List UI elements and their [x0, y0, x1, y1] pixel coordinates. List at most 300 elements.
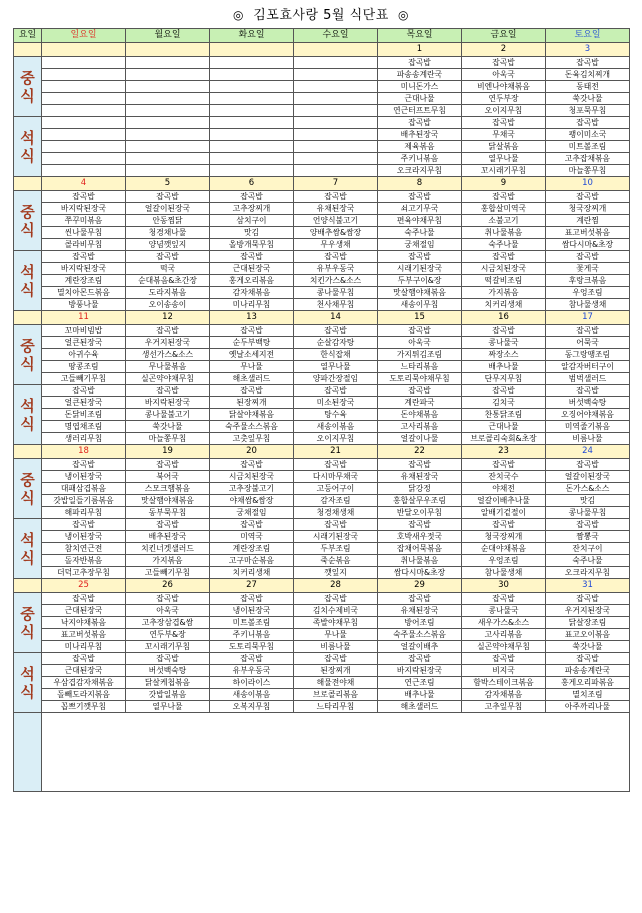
menu-item: 콜라비무침: [42, 239, 126, 251]
menu-item: 홍게오리파볶음: [546, 677, 630, 689]
menu-item: 도토리묵무침: [210, 641, 294, 653]
menu-item: 계란파국: [378, 397, 462, 409]
menu-item: 얼갈이나물: [378, 433, 462, 445]
menu-item: 고추장삼겹&쌈: [126, 617, 210, 629]
menu-item: 주키니볶음: [210, 629, 294, 641]
menu-item: 족발야채무침: [294, 617, 378, 629]
date-cell: 29: [378, 579, 462, 593]
menu-item: 아귀수육: [42, 349, 126, 361]
menu-item: 근대나물: [378, 93, 462, 105]
menu-item: 주키니볶음: [378, 153, 462, 165]
meal-label-char: 석: [20, 664, 35, 683]
date-cell: 1: [378, 43, 462, 57]
menu-item: 고추장찌개: [210, 203, 294, 215]
menu-item: 고사리볶음: [462, 629, 546, 641]
meal-label-char: 식: [20, 682, 35, 701]
menu-item: 짜장소스: [462, 349, 546, 361]
menu-item: 잡곡밥: [210, 653, 294, 665]
menu-item: 알감자버터구이: [546, 361, 630, 373]
menu-item: 근대된장국: [42, 605, 126, 617]
menu-item: 유채된장국: [378, 471, 462, 483]
menu-item: 잡곡밥: [294, 459, 378, 471]
date-cell: 4: [42, 177, 126, 191]
menu-item: 냉이된장국: [42, 531, 126, 543]
lunch-label: [14, 459, 42, 519]
menu-row: [14, 227, 630, 239]
menu-item: 잡곡밥: [462, 325, 546, 337]
menu-item: 우거지된장국: [126, 337, 210, 349]
menu-item: [126, 81, 210, 93]
menu-item: 닭살장조림: [546, 617, 630, 629]
menu-item: 얼갈이된장국: [126, 203, 210, 215]
date-row: [14, 177, 630, 191]
menu-item: 시래기된장국: [378, 263, 462, 275]
menu-item: 무나물볶음: [126, 361, 210, 373]
menu-item: [294, 153, 378, 165]
menu-row: [14, 543, 630, 555]
menu-item: 해파리무침: [42, 507, 126, 519]
menu-item: 잡곡밥: [546, 593, 630, 605]
menu-row: [14, 81, 630, 93]
menu-item: 잡곡밥: [462, 459, 546, 471]
date-cell: 10: [546, 177, 630, 191]
menu-item: 대패삼겹볶음: [42, 483, 126, 495]
menu-item: 미나리무침: [210, 299, 294, 311]
header-thursday: 목요일: [378, 29, 462, 43]
menu-row: [14, 239, 630, 251]
title-text: 김포효사랑 5월 식단표: [253, 8, 389, 23]
date-cell: 18: [42, 445, 126, 459]
menu-row: [14, 471, 630, 483]
menu-item: 쑥갓나물: [126, 421, 210, 433]
menu-item: 버섯백숙탕: [126, 665, 210, 677]
dinner-label: [14, 251, 42, 311]
menu-row: [14, 617, 630, 629]
menu-item: [294, 141, 378, 153]
menu-item: 고사리볶음: [378, 421, 462, 433]
menu-item: 잡곡밥: [546, 191, 630, 203]
menu-item: 잡곡밥: [546, 251, 630, 263]
menu-item: 돈닭비조림: [42, 409, 126, 421]
header-tuesday: 화요일: [210, 29, 294, 43]
date-cell: 31: [546, 579, 630, 593]
menu-item: [294, 69, 378, 81]
menu-item: 찬통닭조림: [462, 409, 546, 421]
menu-item: 아욱국: [378, 337, 462, 349]
menu-item: 잡곡밥: [462, 653, 546, 665]
menu-item: [126, 165, 210, 177]
header-friday: 금요일: [462, 29, 546, 43]
menu-item: 잡곡밥: [294, 519, 378, 531]
menu-item: 느타리무침: [294, 701, 378, 713]
menu-item: 홍합살무우조림: [378, 495, 462, 507]
menu-item: 죽순볶음: [294, 555, 378, 567]
menu-item: [42, 105, 126, 117]
menu-item: [126, 141, 210, 153]
menu-item: 알배기겉절이: [462, 507, 546, 519]
menu-item: 삼치구이: [210, 215, 294, 227]
menu-item: [210, 81, 294, 93]
menu-row: [14, 459, 630, 471]
date-cell: 28: [294, 579, 378, 593]
menu-row: [14, 203, 630, 215]
menu-item: 잡곡밥: [378, 57, 462, 69]
menu-item: 생선가스&소스: [126, 349, 210, 361]
menu-item: 잡곡밥: [546, 653, 630, 665]
menu-item: 미역줄기볶음: [546, 421, 630, 433]
menu-item: [42, 57, 126, 69]
menu-item: 잡곡밥: [546, 117, 630, 129]
menu-item: 근대된장국: [210, 263, 294, 275]
menu-item: 돌빼도라지볶음: [42, 689, 126, 701]
menu-item: 고등어구이: [294, 483, 378, 495]
menu-row: [14, 507, 630, 519]
menu-item: 미니돈가스: [378, 81, 462, 93]
menu-item: [294, 129, 378, 141]
menu-item: 땅콩조림: [42, 361, 126, 373]
menu-item: 미소된장국: [294, 397, 378, 409]
menu-item: 쑥갓나물: [546, 641, 630, 653]
menu-item: 미트볼조림: [546, 141, 630, 153]
menu-item: 제육볶음: [378, 141, 462, 153]
menu-item: 새송이볶음: [210, 689, 294, 701]
date-row: [14, 43, 630, 57]
meal-label-char: 식: [20, 354, 35, 373]
menu-item: 올방개묵무침: [210, 239, 294, 251]
menu-row: [14, 385, 630, 397]
menu-row: [14, 153, 630, 165]
menu-item: [210, 105, 294, 117]
menu-item: 잡곡밥: [378, 385, 462, 397]
menu-item: 계란장조림: [42, 275, 126, 287]
menu-item: 우엉조림: [462, 555, 546, 567]
menu-row: [14, 191, 630, 203]
meal-label-char: 중: [20, 336, 35, 355]
menu-row: [14, 665, 630, 677]
date-cell: 26: [126, 579, 210, 593]
menu-item: 미역국: [210, 531, 294, 543]
menu-item: [42, 81, 126, 93]
menu-item: 파송송계란국: [546, 665, 630, 677]
menu-item: 근대나물: [462, 421, 546, 433]
date-cell: 14: [294, 311, 378, 325]
menu-item: 씬나물무침: [42, 227, 126, 239]
menu-item: 근대된장국: [42, 665, 126, 677]
menu-item: 새우가스&소스: [462, 617, 546, 629]
menu-item: 동태전: [546, 81, 630, 93]
menu-item: 잡곡밥: [42, 519, 126, 531]
menu-row: [14, 641, 630, 653]
menu-item: 스모크햄볶음: [126, 483, 210, 495]
menu-item: [42, 129, 126, 141]
menu-row: [14, 263, 630, 275]
menu-item: 계란장조림: [210, 543, 294, 555]
menu-item: 잡곡밥: [546, 519, 630, 531]
date-cell: 24: [546, 445, 630, 459]
date-row: [14, 445, 630, 459]
menu-item: 브로콜리볶음: [294, 689, 378, 701]
menu-item: 마늘쫑무침: [546, 165, 630, 177]
menu-item: 낙지야채볶음: [42, 617, 126, 629]
menu-item: 표고오이볶음: [546, 629, 630, 641]
menu-item: 순두부백탕: [210, 337, 294, 349]
menu-item: 홍게오리볶음: [210, 275, 294, 287]
menu-item: 단무지무침: [462, 373, 546, 385]
menu-item: 잡곡밥: [210, 459, 294, 471]
menu-item: 양념깻잎지: [126, 239, 210, 251]
menu-item: 실곤약야채무침: [462, 641, 546, 653]
menu-item: 오이지무침: [294, 433, 378, 445]
menu-item: 잡곡밥: [126, 519, 210, 531]
menu-item: 잡곡밥: [294, 593, 378, 605]
menu-item: 느타리볶음: [378, 361, 462, 373]
menu-item: 북어국: [126, 471, 210, 483]
menu-item: 미나리무침: [42, 641, 126, 653]
menu-item: 배추된장국: [126, 531, 210, 543]
date-cell: 25: [42, 579, 126, 593]
menu-item: 닭살야채볶음: [210, 409, 294, 421]
menu-item: 열무나물: [126, 701, 210, 713]
menu-item: 야채쌈&쌈장: [210, 495, 294, 507]
menu-item: [294, 105, 378, 117]
menu-item: 고들빼기무침: [42, 373, 126, 385]
menu-item: 어묵국: [546, 337, 630, 349]
menu-item: 방어조림: [378, 617, 462, 629]
menu-item: 깻잎지: [294, 567, 378, 579]
menu-row: [14, 117, 630, 129]
menu-item: 잡곡밥: [462, 519, 546, 531]
menu-item: 콩나물국: [462, 337, 546, 349]
date-cell: 12: [126, 311, 210, 325]
date-row-label: [14, 311, 42, 325]
lunch-label: [14, 191, 42, 251]
date-row-label: [14, 43, 42, 57]
date-cell: 3: [546, 43, 630, 57]
menu-item: 갓밥일볶음: [126, 689, 210, 701]
menu-item: 아주까리나물: [546, 701, 630, 713]
date-cell: [42, 43, 126, 57]
menu-item: 연근조림: [378, 677, 462, 689]
menu-item: 반달오이무침: [378, 507, 462, 519]
menu-item: 잡곡밥: [126, 325, 210, 337]
menu-item: 잔치국수: [462, 471, 546, 483]
menu-item: [294, 81, 378, 93]
menu-item: 잡곡밥: [42, 251, 126, 263]
menu-item: 갓밥일들기름볶음: [42, 495, 126, 507]
menu-row: [14, 349, 630, 361]
date-cell: 13: [210, 311, 294, 325]
menu-row: [14, 105, 630, 117]
menu-row: [14, 689, 630, 701]
menu-item: [126, 93, 210, 105]
menu-item: 잡곡밥: [42, 459, 126, 471]
menu-item: 쑥갓나물: [546, 93, 630, 105]
menu-item: [294, 165, 378, 177]
menu-item: 바지락된장국: [42, 203, 126, 215]
date-row-label: [14, 445, 42, 459]
menu-item: 맛살햄야채볶음: [126, 495, 210, 507]
menu-item: 연두부장: [462, 93, 546, 105]
menu-item: 청경채생채: [294, 507, 378, 519]
menu-item: 편육야채무침: [378, 215, 462, 227]
menu-item: 새송이볶음: [294, 421, 378, 433]
menu-item: 잡곡밥: [378, 117, 462, 129]
menu-item: 바지락된장국: [378, 665, 462, 677]
menu-item: 잡곡밥: [126, 653, 210, 665]
menu-row: [14, 701, 630, 713]
menu-item: 궁채절임: [378, 239, 462, 251]
menu-item: 쌈다시마&초장: [378, 567, 462, 579]
menu-row: [14, 421, 630, 433]
meal-label-char: 식: [20, 86, 35, 105]
menu-item: 두부조림: [294, 543, 378, 555]
menu-item: 잡곡밥: [378, 251, 462, 263]
menu-item: 소불고기: [462, 215, 546, 227]
menu-item: 브로콜리숙회&초장: [462, 433, 546, 445]
menu-item: 연두부&장: [126, 629, 210, 641]
menu-row: [14, 325, 630, 337]
menu-item: 잡곡밥: [378, 325, 462, 337]
menu-item: 두부구이&장: [378, 275, 462, 287]
meal-label-char: 식: [20, 220, 35, 239]
menu-item: 숙주물소스볶음: [378, 629, 462, 641]
menu-item: 천사채무침: [294, 299, 378, 311]
menu-row: [14, 567, 630, 579]
menu-item: [42, 141, 126, 153]
menu-item: 치커리생채: [210, 567, 294, 579]
menu-row: [14, 251, 630, 263]
date-cell: 23: [462, 445, 546, 459]
meal-label-char: 석: [20, 530, 35, 549]
menu-item: 실곤약야채무침: [126, 373, 210, 385]
meal-label-char: 중: [20, 68, 35, 87]
menu-item: 비름나물: [546, 433, 630, 445]
menu-item: 명엽채조림: [42, 421, 126, 433]
menu-item: 잡곡밥: [210, 385, 294, 397]
menu-row: [14, 93, 630, 105]
menu-item: 무채국: [462, 129, 546, 141]
meal-label-char: 중: [20, 604, 35, 623]
menu-row: [14, 57, 630, 69]
menu-item: 닭강정: [378, 483, 462, 495]
menu-item: 고추잎무침: [462, 701, 546, 713]
menu-item: 후랑크볶음: [546, 275, 630, 287]
menu-row: [14, 69, 630, 81]
menu-item: 멸치조림: [546, 689, 630, 701]
menu-item: 잡곡밥: [462, 117, 546, 129]
menu-item: 콩나물무침: [546, 507, 630, 519]
menu-item: 닭살케첩볶음: [126, 677, 210, 689]
menu-item: 유채된장국: [378, 605, 462, 617]
menu-item: 된장찌개: [294, 665, 378, 677]
menu-item: 아욱국: [126, 605, 210, 617]
date-cell: 27: [210, 579, 294, 593]
menu-item: 고들빼기무침: [126, 567, 210, 579]
date-row-label: [14, 177, 42, 191]
menu-item: 얼갈이된장국: [546, 471, 630, 483]
menu-item: [42, 69, 126, 81]
menu-item: 탕수육: [294, 409, 378, 421]
date-cell: 5: [126, 177, 210, 191]
menu-item: 배추나물: [378, 689, 462, 701]
menu-item: 된장찌개: [210, 397, 294, 409]
menu-item: 다시마무채국: [294, 471, 378, 483]
menu-item: 미트볼조림: [210, 617, 294, 629]
menu-item: 배추나물: [462, 361, 546, 373]
date-cell: 8: [378, 177, 462, 191]
menu-item: 잡곡밥: [126, 191, 210, 203]
menu-item: 우거지된장국: [546, 605, 630, 617]
menu-item: [126, 69, 210, 81]
menu-item: 팽이미소국: [546, 129, 630, 141]
menu-item: 시금치된장국: [462, 263, 546, 275]
menu-row: [14, 287, 630, 299]
menu-item: 잡곡밥: [126, 593, 210, 605]
menu-item: 잡곡밥: [210, 593, 294, 605]
menu-item: 무나물: [294, 629, 378, 641]
date-cell: 30: [462, 579, 546, 593]
menu-item: 콩나물국: [462, 605, 546, 617]
menu-item: 치킨가스&소스: [294, 275, 378, 287]
menu-item: 치커리생채: [462, 299, 546, 311]
menu-item: 오복지무침: [210, 701, 294, 713]
header-monday: 월요일: [126, 29, 210, 43]
menu-item: 순살감자탕: [294, 337, 378, 349]
menu-item: 바지락된장국: [126, 397, 210, 409]
menu-item: [294, 93, 378, 105]
menu-item: [42, 153, 126, 165]
circle-symbol-left: ◎: [232, 8, 244, 22]
menu-row: [14, 165, 630, 177]
menu-item: 쭈꾸미볶음: [42, 215, 126, 227]
menu-row: [14, 299, 630, 311]
header-day-label: 요일: [14, 29, 42, 43]
bottom-blank-label: [14, 713, 42, 792]
menu-item: 고추잡채볶음: [546, 153, 630, 165]
menu-item: 안동찜닭: [126, 215, 210, 227]
menu-item: [210, 129, 294, 141]
meal-label-char: 식: [20, 280, 35, 299]
menu-item: 닭살볶음: [462, 141, 546, 153]
date-cell: [126, 43, 210, 57]
date-cell: 6: [210, 177, 294, 191]
menu-item: 해물전야채: [294, 677, 378, 689]
menu-item: 한식잡채: [294, 349, 378, 361]
date-cell: 9: [462, 177, 546, 191]
menu-item: 계란찜: [546, 215, 630, 227]
meal-label-char: 중: [20, 470, 35, 489]
lunch-label: [14, 325, 42, 385]
header-sunday: 일요일: [42, 29, 126, 43]
menu-item: 버섯백숙탕: [546, 397, 630, 409]
menu-row: [14, 397, 630, 409]
menu-item: 가지볶음: [462, 287, 546, 299]
menu-item: 순대야채볶음: [462, 543, 546, 555]
date-cell: 2: [462, 43, 546, 57]
header-row: [14, 29, 630, 43]
menu-row: [14, 677, 630, 689]
menu-item: 동부묵무침: [126, 507, 210, 519]
menu-item: 해초샐러드: [378, 701, 462, 713]
menu-item: 잡곡밥: [294, 191, 378, 203]
menu-item: 치킨너겟샐러드: [126, 543, 210, 555]
date-cell: 16: [462, 311, 546, 325]
menu-item: 유부우동국: [294, 263, 378, 275]
menu-item: [210, 93, 294, 105]
menu-item: 잡곡밥: [42, 385, 126, 397]
menu-item: 연근터프트무침: [378, 105, 462, 117]
menu-item: 잡곡밥: [462, 593, 546, 605]
